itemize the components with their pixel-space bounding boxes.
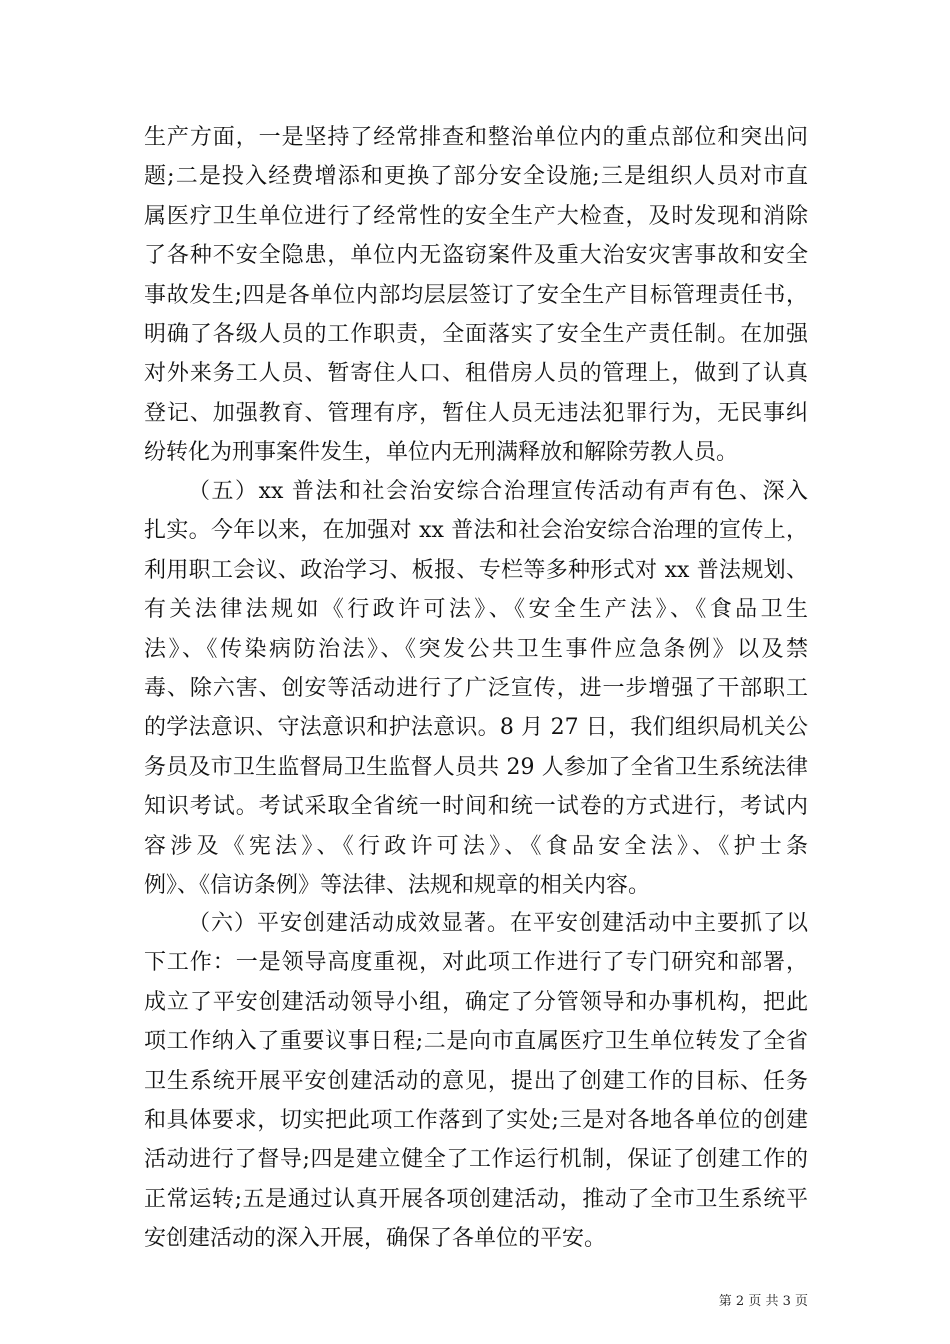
text-line: 纷转化为刑事案件发生，单位内无刑满释放和解除劳教人员。 (144, 440, 739, 466)
text-line: 卫生系统开展平安创建活动的意见，提出了创建工作的目标、任务 (144, 1068, 808, 1094)
text-line: 法》、《传染病防治法》、《突发公共卫生事件应急条例》以及禁 (144, 636, 808, 662)
text-line: 属医疗卫生单位进行了经常性的安全生产大检查，及时发现和消除 (144, 203, 808, 229)
text-line: 下工作：一是领导高度重视，对此项工作进行了专门研究和部署， (144, 950, 808, 976)
text-line: 务员及市卫生监督局卫生监督人员共 29 人参加了全省卫生系统法律 (144, 754, 808, 780)
page-number-footer: 第 2 页 共 3 页 (718, 1294, 808, 1309)
text-line: 对外来务工人员、暂寄住人口、租借房人员的管理上，做到了认真 (144, 361, 808, 387)
text-line: 知识考试。考试采取全省统一时间和统一试卷的方式进行，考试内 (144, 794, 808, 820)
paragraph-peace-building (144, 904, 808, 1259)
text-line: 活动进行了督导;四是建立健全了工作运行机制，保证了创建工作的 (144, 1147, 808, 1173)
text-line: 项工作纳入了重要议事日程;二是向市直属医疗卫生单位转发了全省 (144, 1029, 808, 1055)
text-line: 明确了各级人员的工作职责，全面落实了安全生产责任制。在加强 (144, 321, 808, 347)
text-line: 毒、除六害、创安等活动进行了广泛宣传，进一步增强了干部职工 (144, 675, 808, 701)
text-line: 登记、加强教育、管理有序，暂住人员无违法犯罪行为，无民事纠 (144, 400, 808, 426)
text-line: 和具体要求，切实把此项工作落到了实处;三是对各地各单位的创建 (144, 1107, 808, 1133)
text-line: 安创建活动的深入开展，确保了各单位的平安。 (144, 1226, 607, 1252)
text-line: 利用职工会议、政治学习、板报、专栏等多种形式对 xx 普法规划、 (144, 557, 808, 583)
paragraph-safety-production (144, 118, 808, 473)
text-line: 了各种不安全隐患，单位内无盗窃案件及重大治安灾害事故和安全 (144, 243, 808, 269)
text-line: 有关法律法规如《行政许可法》、《安全生产法》、《食品卫生 (144, 597, 808, 623)
text-line: 成立了平安创建活动领导小组，确定了分管领导和办事机构，把此 (144, 989, 808, 1015)
text-line: 的学法意识、守法意识和护法意识。8 月 27 日，我们组织局机关公 (144, 715, 808, 741)
text-line: （六）平安创建活动成效显著。在平安创建活动中主要抓了以 (188, 911, 808, 936)
text-line: （五）xx 普法和社会治安综合治理宣传活动有声有色、深入 (188, 479, 808, 504)
text-line: 生产方面，一是坚持了经常排查和整治单位内的重点部位和突出问 (144, 125, 808, 150)
text-line: 例》、《信访条例》等法律、法规和规章的相关内容。 (144, 872, 651, 898)
paragraph-legal-publicity (144, 472, 808, 905)
text-line: 容涉及《宪法》、《行政许可法》、《食品安全法》、《护士条 (144, 833, 808, 859)
text-line: 题;二是投入经费增添和更换了部分安全设施;三是组织人员对市直 (144, 164, 808, 190)
text-line: 正常运转;五是通过认真开展各项创建活动，推动了全市卫生系统平 (144, 1186, 808, 1212)
text-line: 事故发生;四是各单位内部均层层签订了安全生产目标管理责任书， (144, 282, 808, 308)
text-line: 扎实。今年以来，在加强对 xx 普法和社会治安综合治理的宣传上， (144, 518, 808, 544)
